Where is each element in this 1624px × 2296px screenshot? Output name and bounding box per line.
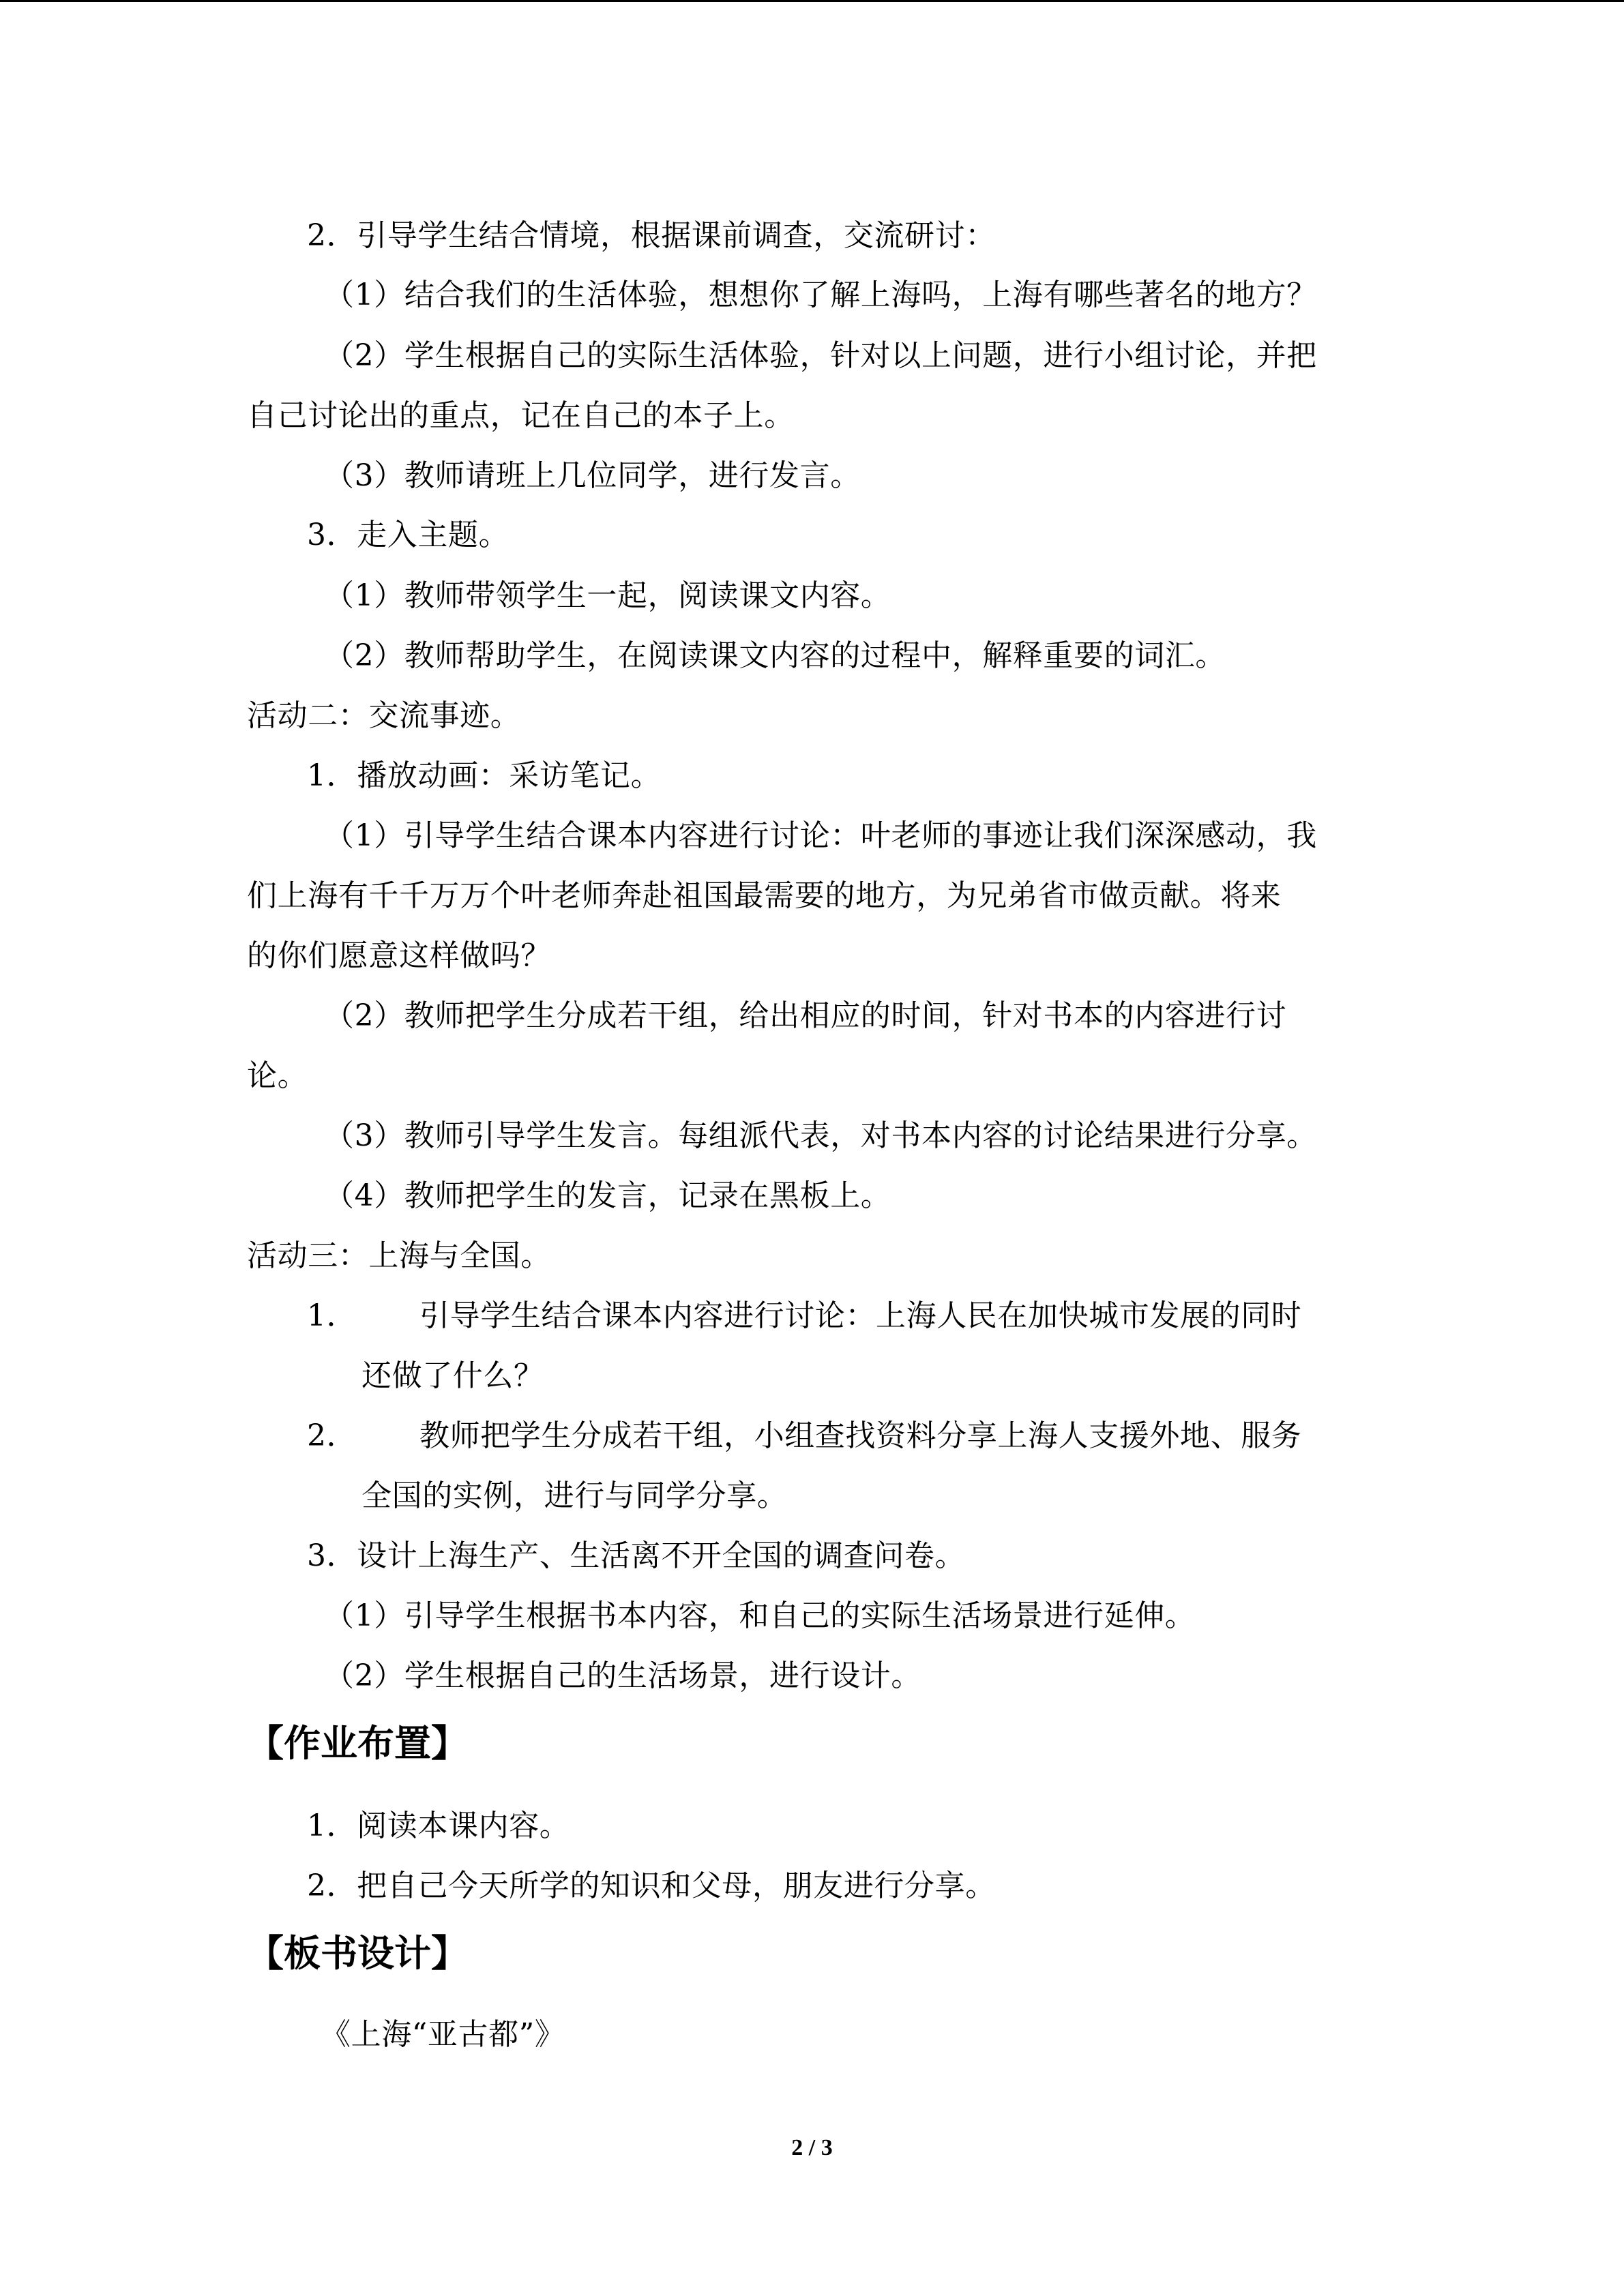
text-line: （3）教师引导学生发言。每组派代表，对书本内容的讨论结果进行分享。	[324, 1118, 1317, 1153]
text-line: 全国的实例，进行与同学分享。	[361, 1478, 788, 1513]
text-line: 活动二：交流事迹。	[247, 698, 521, 733]
text-line: 自己讨论出的重点，记在自己的本子上。	[247, 398, 795, 433]
board-design-title: 《上海“亚古都”》	[321, 2017, 565, 2052]
list-number: 1．	[307, 1298, 357, 1333]
page-top-border	[0, 0, 1624, 2]
text-line: （2）学生根据自己的实际生活体验，针对以上问题，进行小组讨论，并把	[324, 338, 1317, 373]
list-number: 2．	[307, 1418, 357, 1453]
text-line: 的你们愿意这样做吗？	[247, 938, 551, 973]
board-design-heading: 【板书设计】	[247, 1932, 468, 1975]
text-line: （2）教师把学生分成若干组，给出相应的时间，针对书本的内容进行讨	[324, 998, 1287, 1033]
text-line: 3．设计上海生产、生活离不开全国的调查问卷。	[307, 1538, 966, 1573]
text-line: （3）教师请班上几位同学，进行发言。	[324, 458, 861, 493]
text-line: （4）教师把学生的发言，记录在黑板上。	[324, 1178, 891, 1213]
text-line: 论。	[247, 1058, 308, 1093]
text-line: 引导学生结合课本内容进行讨论：上海人民在加快城市发展的同时	[419, 1298, 1302, 1333]
homework-heading: 【作业布置】	[247, 1722, 468, 1765]
text-line: 1．播放动画：采访笔记。	[307, 758, 662, 793]
text-line: 活动三：上海与全国。	[247, 1238, 551, 1273]
homework-item: 1．阅读本课内容。	[307, 1808, 570, 1843]
page-number: 2 / 3	[791, 2135, 833, 2160]
text-line: （2）学生根据自己的生活场景，进行设计。	[324, 1658, 921, 1693]
text-line: 还做了什么？	[361, 1358, 544, 1393]
homework-item: 2．把自己今天所学的知识和父母，朋友进行分享。	[307, 1868, 996, 1903]
text-line: （1）教师带领学生一起，阅读课文内容。	[324, 578, 891, 613]
text-line: （2）教师帮助学生，在阅读课文内容的过程中，解释重要的词汇。	[324, 638, 1226, 673]
text-line: 教师把学生分成若干组，小组查找资料分享上海人支援外地、服务	[419, 1418, 1302, 1453]
text-line: （1）结合我们的生活体验，想想你了解上海吗，上海有哪些著名的地方？	[324, 278, 1317, 312]
text-line: 3．走入主题。	[307, 518, 510, 552]
text-line: 2．引导学生结合情境，根据课前调查，交流研讨：	[307, 218, 996, 253]
text-line: 们上海有千千万万个叶老师奔赴祖国最需要的地方，为兄弟省市做贡献。将来	[247, 878, 1282, 913]
text-line: （1）引导学生结合课本内容进行讨论：叶老师的事迹让我们深深感动，我	[324, 818, 1317, 853]
text-line: （1）引导学生根据书本内容，和自己的实际生活场景进行延伸。	[324, 1598, 1196, 1633]
